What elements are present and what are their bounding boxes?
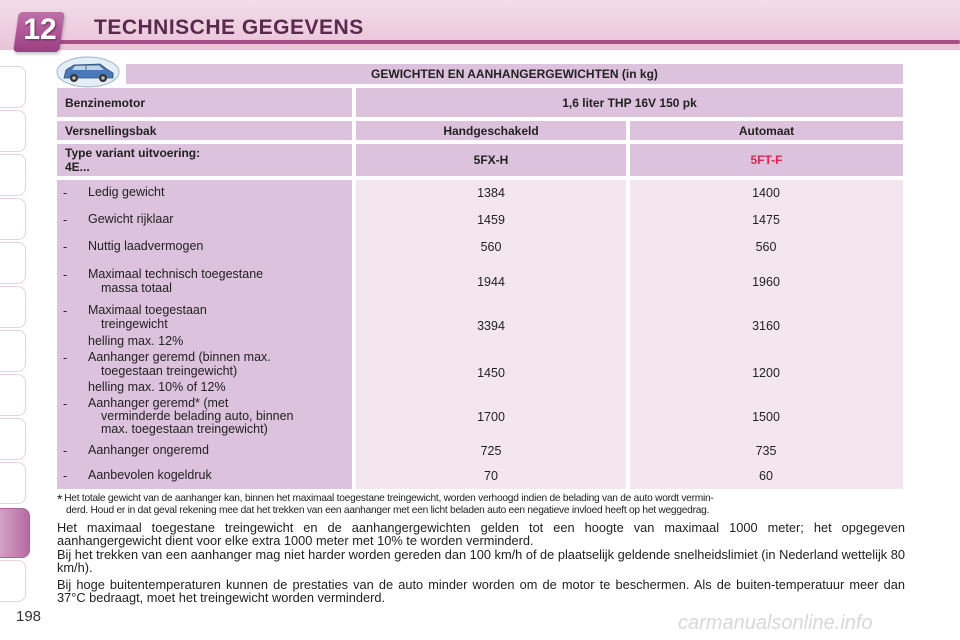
value-automatic: 3160 xyxy=(752,319,780,333)
row-label: max. toegestaan treingewicht) xyxy=(101,422,268,436)
row-bullet: - xyxy=(63,240,68,254)
row-label: Aanhanger geremd* (met xyxy=(88,396,229,410)
row-label: Aanhanger ongeremd xyxy=(88,443,209,457)
side-tab[interactable] xyxy=(0,286,26,328)
car-icon xyxy=(56,56,120,88)
type-label-line: 4E... xyxy=(65,160,90,174)
footnote-line xyxy=(57,493,907,505)
footnote-text: Het totale gewicht van de aanhanger kan, binnen het maximaal toegestane treingewicht, worden verhoogd indien de belading van de auto wordt vermin- xyxy=(64,493,714,504)
side-tab-active[interactable] xyxy=(0,508,30,558)
type-label-line: Type variant uitvoering: xyxy=(65,146,201,160)
type-manual: 5FX-H xyxy=(356,144,626,176)
row-label: Gewicht rijklaar xyxy=(88,212,174,226)
row-label: Ledig gewicht xyxy=(88,185,165,199)
paragraph-altitude: Het maximaal toegestane treingewicht en de aanhangergewichten gelden tot een hoogte van maximaal 1000 meter; het opgegeven aanhangergewicht dient voor elke extra 1000 meter met 10% te worden verminderd. xyxy=(57,520,905,548)
value-manual: 1450 xyxy=(477,366,505,380)
value-automatic: 1475 xyxy=(752,213,780,227)
paragraph-temperature: Bij hoge buitentemperaturen kunnen de prestaties van de auto minder worden om de motor te beschermen. Als de buiten-temperatuur meer dan 37°C bedraagt, moet het treingewicht worden verminderd. xyxy=(57,577,905,605)
paragraph-speed: Bij het trekken van een aanhanger mag niet harder worden gereden dan 100 km/h of de plaatselijk geldende snelheidslimiet (in Nederland wettelijk 80 km/h). xyxy=(57,547,905,575)
row-bullet: - xyxy=(63,351,68,365)
value-automatic: 735 xyxy=(755,444,777,458)
row-bullet: - xyxy=(63,304,68,318)
engine-value: 1,6 liter THP 16V 150 pk xyxy=(356,88,903,117)
value-automatic: 1200 xyxy=(752,366,780,380)
value-automatic: 1960 xyxy=(752,275,780,289)
value-manual: 70 xyxy=(484,469,498,483)
side-tab[interactable] xyxy=(0,242,26,284)
header-underline xyxy=(55,40,960,44)
table-caption: GEWICHTEN EN AANHANGERGEWICHTEN (in kg) xyxy=(126,64,903,84)
page-number: 198 xyxy=(16,608,42,625)
row-label: massa totaal xyxy=(101,281,172,295)
side-tab[interactable] xyxy=(0,110,26,152)
watermark: carmanualsonline.info xyxy=(678,612,873,634)
gearbox-automatic: Automaat xyxy=(630,121,903,140)
side-tab[interactable] xyxy=(0,418,26,460)
side-tab[interactable] xyxy=(0,154,26,196)
side-tab[interactable] xyxy=(0,198,26,240)
row-sublabel: helling max. 12% xyxy=(88,334,184,348)
row-label: Maximaal technisch toegestane xyxy=(88,267,264,281)
row-sublabel: helling max. 10% of 12% xyxy=(88,380,226,394)
type-automatic: 5FT-F xyxy=(630,144,903,176)
value-manual: 3394 xyxy=(477,319,505,333)
footnote xyxy=(57,493,907,517)
footnote-line: derd. Houd er in dat geval rekening mee dat het trekken van een aanhanger met een licht beladen auto een negatieve invloed heeft op het weggedrag. xyxy=(66,505,710,516)
row-bullet: - xyxy=(63,397,68,411)
side-tab[interactable] xyxy=(0,462,26,504)
row-bullet: - xyxy=(63,469,68,483)
footnote-star: * xyxy=(57,491,63,507)
value-manual: 1700 xyxy=(477,410,505,424)
value-manual: 1944 xyxy=(477,275,505,289)
chapter-number: 12 xyxy=(23,13,57,46)
value-manual: 725 xyxy=(480,444,502,458)
row-bullet: - xyxy=(63,444,68,458)
side-tab[interactable] xyxy=(0,330,26,372)
row-label: Aanbevolen kogeldruk xyxy=(88,468,212,482)
side-tab[interactable] xyxy=(0,66,26,108)
row-label: toegestaan treingewicht) xyxy=(101,364,238,378)
engine-label: Benzinemotor xyxy=(57,88,352,117)
type-label xyxy=(57,144,352,176)
value-automatic: 1400 xyxy=(752,186,780,200)
row-bullet: - xyxy=(63,268,68,282)
row-bullet: - xyxy=(63,186,68,200)
value-automatic: 60 xyxy=(759,469,773,483)
side-tab[interactable] xyxy=(0,374,26,416)
page-title: TECHNISCHE GEGEVENS xyxy=(94,16,364,39)
row-label: Aanhanger geremd (binnen max. xyxy=(88,350,271,364)
row-label: treingewicht xyxy=(101,317,168,331)
value-automatic: 560 xyxy=(755,240,777,254)
value-manual: 560 xyxy=(480,240,502,254)
value-manual: 1459 xyxy=(477,213,505,227)
gearbox-manual: Handgeschakeld xyxy=(356,121,626,140)
value-manual: 1384 xyxy=(477,186,505,200)
row-label: Maximaal toegestaan xyxy=(88,303,207,317)
row-label: Nuttig laadvermogen xyxy=(88,239,204,253)
row-label: verminderde belading auto, binnen xyxy=(101,409,294,423)
gearbox-label: Versnellingsbak xyxy=(57,121,352,140)
row-bullet: - xyxy=(63,213,68,227)
side-tab[interactable] xyxy=(0,560,26,602)
value-automatic: 1500 xyxy=(752,410,780,424)
